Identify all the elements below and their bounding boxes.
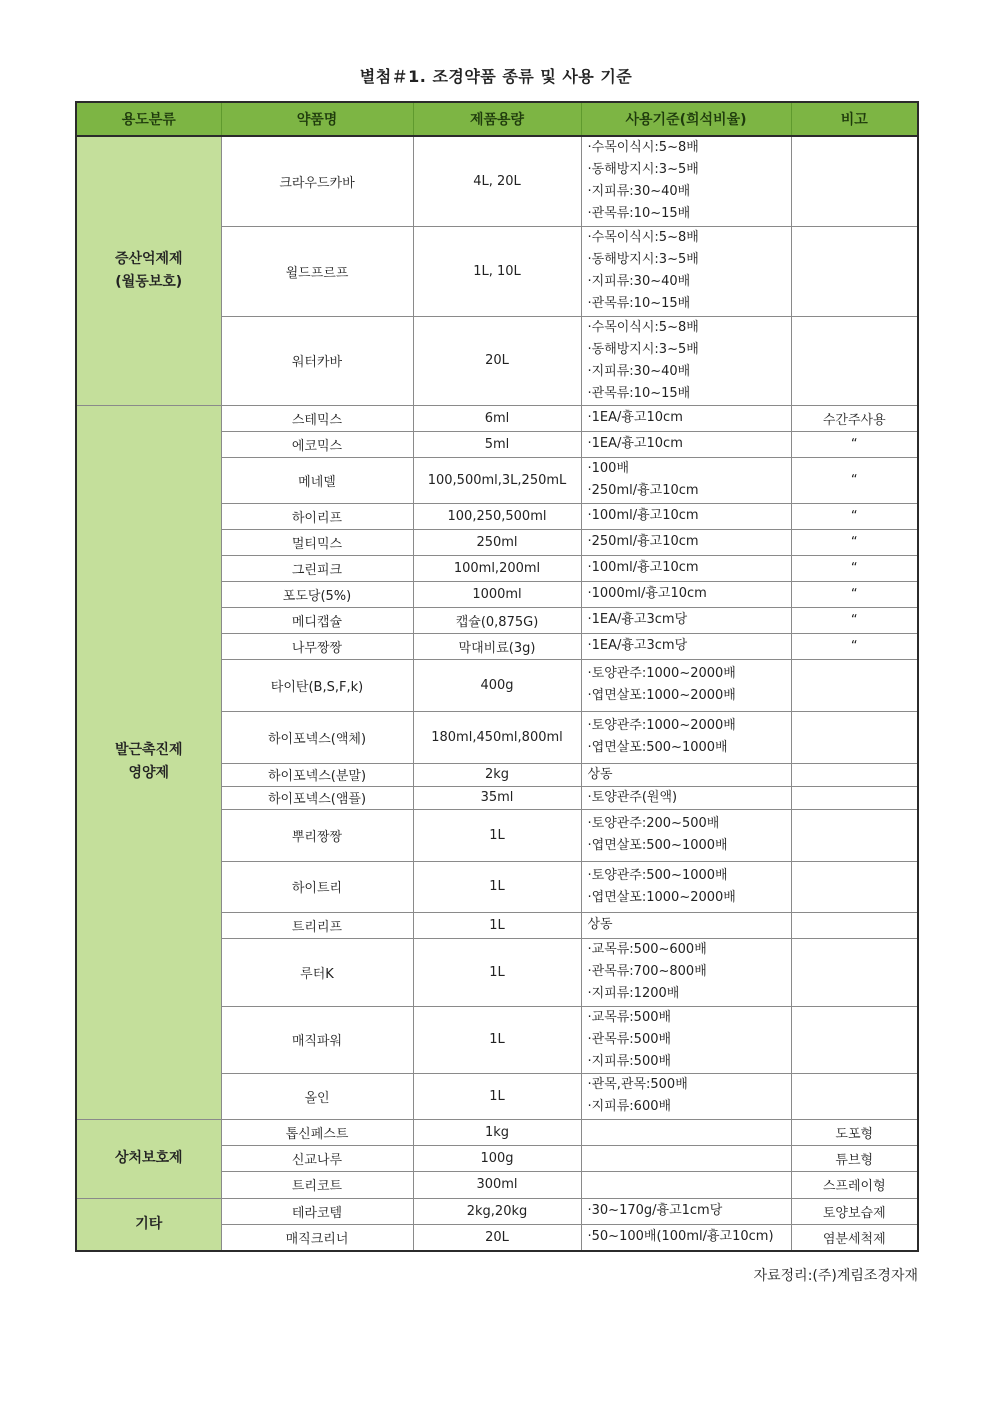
product-capacity: 1L xyxy=(413,1073,581,1119)
usage-standard-line: ·지피류:30~40배 xyxy=(587,363,691,379)
usage-standard-line: ·관목,관목:500배 xyxy=(587,1077,688,1092)
product-capacity: 1L xyxy=(413,861,581,912)
product-capacity: 캡슐(0,875G) xyxy=(413,607,581,633)
table-row xyxy=(76,136,918,226)
usage-standard-line: ·50~100배(100ml/흉고10cm) xyxy=(587,1229,774,1245)
product-note xyxy=(791,1073,918,1119)
usage-standard-line: ·동해방지시:3~5배 xyxy=(587,252,699,267)
product-capacity: 300ml xyxy=(413,1171,581,1198)
product-note: 수간주사용 xyxy=(791,405,918,431)
product-name: 뿌리짱짱 xyxy=(221,809,413,861)
product-name: 하이포넥스(액체) xyxy=(221,711,413,763)
usage-standard xyxy=(581,431,791,457)
product-capacity: 4L, 20L xyxy=(413,136,581,226)
product-capacity: 6ml xyxy=(413,405,581,431)
header-standard: 사용기준(희석비율) xyxy=(581,102,791,136)
category-label: 증산억제제 xyxy=(114,250,183,267)
usage-standard-line: ·1EA/흉고10cm xyxy=(587,436,683,451)
product-capacity: 100,250,500ml xyxy=(413,503,581,529)
usage-standard xyxy=(581,1073,791,1119)
product-note xyxy=(791,786,918,809)
product-note: “ xyxy=(791,431,918,457)
usage-standard xyxy=(581,226,791,316)
product-note xyxy=(791,912,918,938)
header-note: 비고 xyxy=(791,102,918,136)
usage-standard xyxy=(581,1006,791,1073)
usage-standard-line: ·엽면살포:500~1000배 xyxy=(587,740,728,755)
category-cell xyxy=(76,405,221,1119)
usage-standard-line: ·1EA/흉고3cm당 xyxy=(587,638,688,653)
product-note: “ xyxy=(791,503,918,529)
product-name: 매직파워 xyxy=(221,1006,413,1073)
product-capacity: 250ml xyxy=(413,529,581,555)
usage-standard-line: ·250ml/흉고10cm xyxy=(587,534,699,549)
product-capacity: 100,500ml,3L,250mL xyxy=(413,457,581,503)
usage-standard-line: ·토양관주:1000~2000배 xyxy=(587,666,736,681)
product-note: “ xyxy=(791,607,918,633)
usage-standard xyxy=(581,503,791,529)
usage-standard-line: ·토양관주:200~500배 xyxy=(587,816,720,831)
usage-standard xyxy=(581,763,791,786)
usage-standard-line: ·30~170g/흉고1cm당 xyxy=(587,1203,723,1218)
product-capacity: 1000ml xyxy=(413,581,581,607)
usage-standard-line: ·엽면살포:1000~2000배 xyxy=(587,688,736,703)
usage-standard xyxy=(581,938,791,1006)
product-capacity: 400g xyxy=(413,659,581,711)
source-footer: 자료정리:(주)계림조경자재 xyxy=(753,1268,918,1284)
category-label: 기타 xyxy=(135,1215,163,1232)
category-cell xyxy=(76,136,221,405)
usage-standard-line: ·지피류:500배 xyxy=(587,1053,672,1069)
usage-standard-line: ·관목류:10~15배 xyxy=(587,296,691,311)
usage-standard-line: ·토양관주(원액) xyxy=(587,789,678,805)
usage-standard-line: ·토양관주:1000~2000배 xyxy=(587,718,736,733)
usage-standard xyxy=(581,607,791,633)
product-capacity: 1L xyxy=(413,912,581,938)
category-label: 발근촉진제 xyxy=(114,742,183,758)
usage-standard xyxy=(581,1171,791,1198)
usage-standard-line: 상동 xyxy=(587,766,613,782)
header-row xyxy=(76,102,918,136)
product-name: 멀티믹스 xyxy=(221,529,413,555)
usage-standard-line: ·지피류:600배 xyxy=(587,1099,672,1114)
product-capacity: 100g xyxy=(413,1145,581,1171)
product-name: 하이포넥스(앰플) xyxy=(221,786,413,809)
product-name: 하이포넥스(분말) xyxy=(221,763,413,786)
usage-standard-line: 상동 xyxy=(587,917,613,932)
product-capacity: 1kg xyxy=(413,1119,581,1145)
usage-standard-line: ·관목류:10~15배 xyxy=(587,385,691,401)
product-capacity: 180ml,450ml,800ml xyxy=(413,711,581,763)
header-category: 용도분류 xyxy=(76,102,221,136)
product-name: 톱신페스트 xyxy=(221,1119,413,1145)
product-note: “ xyxy=(791,457,918,503)
product-note: 토양보습제 xyxy=(791,1198,918,1224)
usage-standard-line: ·동해방지시:3~5배 xyxy=(587,341,699,357)
usage-standard-line: ·지피류:30~40배 xyxy=(587,274,691,289)
usage-standard xyxy=(581,711,791,763)
category-cell xyxy=(76,1198,221,1251)
usage-standard xyxy=(581,1119,791,1145)
product-note xyxy=(791,809,918,861)
usage-standard-line: ·교목류:500배 xyxy=(587,1009,672,1025)
usage-standard xyxy=(581,405,791,431)
product-name: 스테믹스 xyxy=(221,405,413,431)
product-name: 윌드프르프 xyxy=(221,226,413,316)
product-name: 메네델 xyxy=(221,457,413,503)
product-name: 크라우드카바 xyxy=(221,136,413,226)
product-capacity: 막대비료(3g) xyxy=(413,633,581,659)
product-note xyxy=(791,763,918,786)
usage-standard xyxy=(581,555,791,581)
usage-standard-line: ·250ml/흉고10cm xyxy=(587,483,699,498)
table-row xyxy=(76,1119,918,1145)
chemical-table xyxy=(75,101,919,1252)
usage-standard-line: ·100ml/흉고10cm xyxy=(587,508,699,523)
usage-standard xyxy=(581,581,791,607)
product-name: 루터K xyxy=(221,938,413,1006)
usage-standard-line: ·1000ml/흉고10cm xyxy=(587,586,707,601)
usage-standard-line: ·관목류:500배 xyxy=(587,1031,672,1047)
product-note xyxy=(791,226,918,316)
usage-standard xyxy=(581,1145,791,1171)
category-label: 영양제 xyxy=(128,765,170,781)
product-capacity: 2kg xyxy=(413,763,581,786)
product-note xyxy=(791,316,918,405)
product-note: “ xyxy=(791,529,918,555)
product-name: 올인 xyxy=(221,1073,413,1119)
usage-standard xyxy=(581,316,791,405)
usage-standard-line: ·교목류:500~600배 xyxy=(587,942,707,957)
table-row xyxy=(76,405,918,431)
document-title: 별첨＃1. 조경약품 종류 및 사용 기준 xyxy=(359,67,633,86)
product-name: 나무짱짱 xyxy=(221,633,413,659)
usage-standard-line: ·1EA/흉고3cm당 xyxy=(587,612,688,627)
product-name: 테라코템 xyxy=(221,1198,413,1224)
product-name: 하이트리 xyxy=(221,861,413,912)
usage-standard-line: ·동해방지시:3~5배 xyxy=(587,162,699,178)
usage-standard xyxy=(581,861,791,912)
product-name: 하이리프 xyxy=(221,503,413,529)
product-capacity: 1L, 10L xyxy=(413,226,581,316)
usage-standard xyxy=(581,809,791,861)
usage-standard-line: ·100배 xyxy=(587,461,630,476)
category-label: 상처보호제 xyxy=(114,1150,183,1166)
usage-standard xyxy=(581,633,791,659)
usage-standard xyxy=(581,529,791,555)
usage-standard-line: ·엽면살포:1000~2000배 xyxy=(587,889,736,905)
usage-standard xyxy=(581,912,791,938)
usage-standard xyxy=(581,659,791,711)
usage-standard xyxy=(581,1198,791,1224)
product-note: 염분세척제 xyxy=(791,1224,918,1251)
usage-standard xyxy=(581,786,791,809)
header-capacity: 제품용량 xyxy=(413,102,581,136)
product-capacity: 2kg,20kg xyxy=(413,1198,581,1224)
product-note: “ xyxy=(791,633,918,659)
product-note: “ xyxy=(791,581,918,607)
product-name: 타이탄(B,S,F,k) xyxy=(221,659,413,711)
usage-standard-line: ·엽면살포:500~1000배 xyxy=(587,838,728,853)
product-capacity: 100ml,200ml xyxy=(413,555,581,581)
usage-standard-line: ·수목이식시:5~8배 xyxy=(587,319,699,335)
usage-standard-line: ·100ml/흉고10cm xyxy=(587,560,699,575)
product-note xyxy=(791,938,918,1006)
product-name: 워터카바 xyxy=(221,316,413,405)
table-row xyxy=(76,1198,918,1224)
product-capacity: 1L xyxy=(413,809,581,861)
product-note: 튜브형 xyxy=(791,1145,918,1171)
product-note: 도포형 xyxy=(791,1119,918,1145)
product-note: “ xyxy=(791,555,918,581)
usage-standard xyxy=(581,457,791,503)
product-name: 그린피크 xyxy=(221,555,413,581)
category-cell xyxy=(76,1119,221,1198)
header-name: 약품명 xyxy=(221,102,413,136)
product-capacity: 20L xyxy=(413,316,581,405)
usage-standard xyxy=(581,136,791,226)
usage-standard xyxy=(581,1224,791,1251)
product-capacity: 35ml xyxy=(413,786,581,809)
product-note xyxy=(791,136,918,226)
product-note xyxy=(791,711,918,763)
product-name: 트리코트 xyxy=(221,1171,413,1198)
product-name: 포도당(5%) xyxy=(221,581,413,607)
table-body xyxy=(76,136,918,1251)
product-capacity: 5ml xyxy=(413,431,581,457)
usage-standard-line: ·관목류:10~15배 xyxy=(587,206,691,222)
product-note xyxy=(791,659,918,711)
usage-standard-line: ·지피류:1200배 xyxy=(587,986,680,1001)
product-name: 매직크리너 xyxy=(221,1224,413,1251)
usage-standard-line: ·1EA/흉고10cm xyxy=(587,410,683,425)
usage-standard-line: ·수목이식시:5~8배 xyxy=(587,230,699,245)
product-name: 신교나루 xyxy=(221,1145,413,1171)
usage-standard-line: ·수목이식시:5~8배 xyxy=(587,140,699,156)
usage-standard-line: ·지피류:30~40배 xyxy=(587,184,691,200)
product-name: 메디캡슐 xyxy=(221,607,413,633)
usage-standard-line: ·관목류:700~800배 xyxy=(587,964,707,979)
product-capacity: 1L xyxy=(413,1006,581,1073)
product-note: 스프레이형 xyxy=(791,1171,918,1198)
usage-standard-line: ·토양관주:500~1000배 xyxy=(587,867,728,883)
product-note xyxy=(791,1006,918,1073)
product-capacity: 1L xyxy=(413,938,581,1006)
product-capacity: 20L xyxy=(413,1224,581,1251)
product-name: 에코믹스 xyxy=(221,431,413,457)
category-label: (월동보호) xyxy=(115,273,183,290)
product-name: 트리리프 xyxy=(221,912,413,938)
product-note xyxy=(791,861,918,912)
